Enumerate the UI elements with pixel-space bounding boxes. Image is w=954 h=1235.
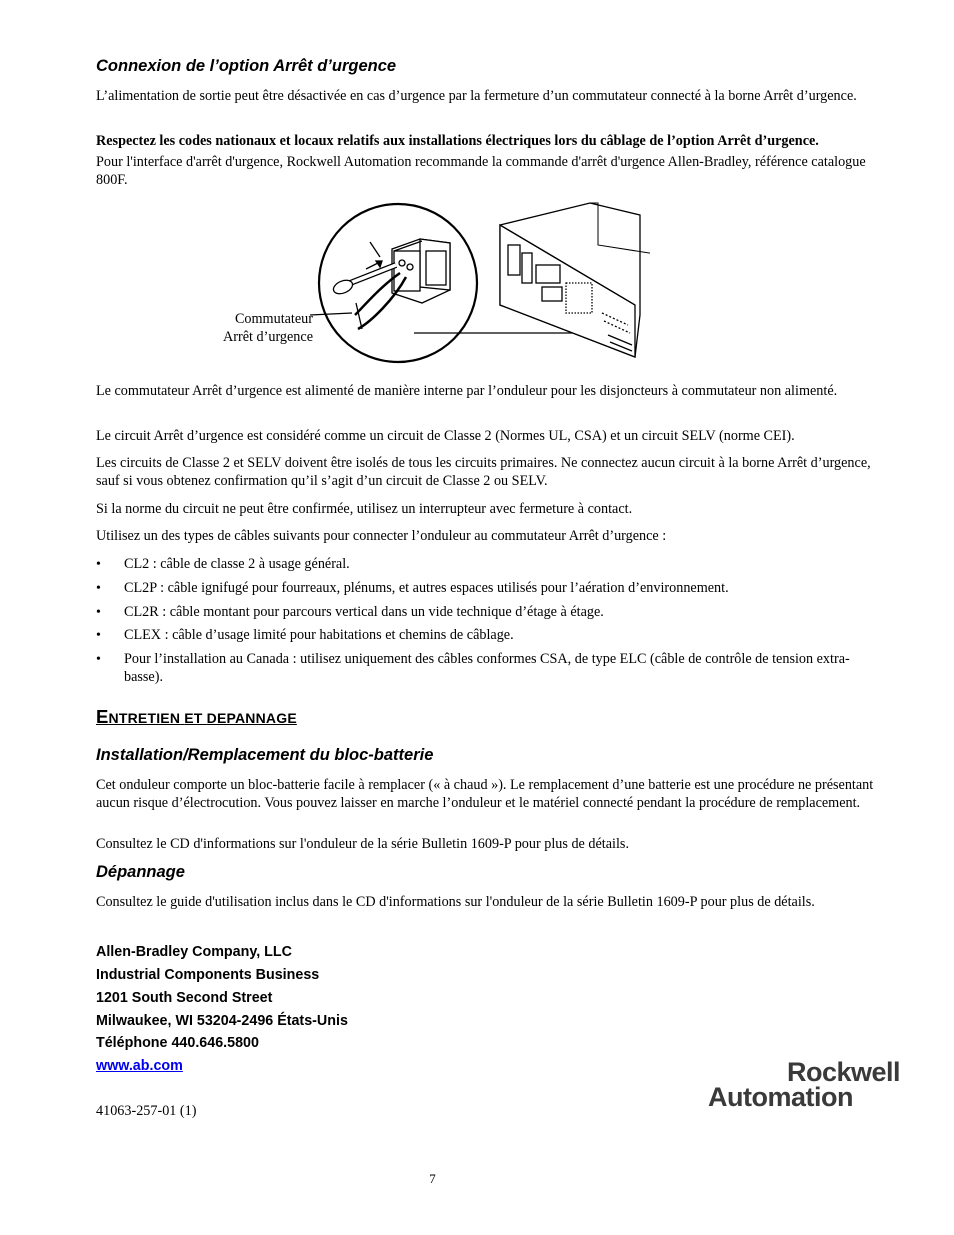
logo-line-rockwell: Rockwell — [786, 1057, 900, 1087]
heading-troubleshooting: Dépannage — [96, 863, 185, 881]
list-item: • CLEX : câble d’usage limité pour habitations et chemins de câblage. — [96, 627, 914, 645]
paragraph-battery-cd: Consultez le CD d'informations sur l'onduleur de la série Bulletin 1609-P pour plus de détails. — [96, 836, 629, 852]
paragraph-internal-power: Le commutateur Arrêt d’urgence est alimenté de manière interne par l’onduleur pour les disjoncteurs à commutateur non alimenté. — [96, 383, 838, 399]
warning-text: Respectez les codes nationaux et locaux relatifs aux installations électriques lors du câblage de l’option Arrêt d’urgence. — [96, 133, 819, 149]
section-heading-initial: E — [96, 706, 109, 727]
heading-emergency-stop: Connexion de l’option Arrêt d’urgence — [96, 57, 397, 75]
figure-label-line2: Arrêt d’urgence — [223, 329, 313, 345]
section-heading-word1: NTRETIEN — [108, 710, 181, 726]
address-line-phone: Téléphone 440.646.5800 — [96, 1035, 259, 1051]
section-heading-word3: DEPANNAGE — [206, 710, 297, 726]
paragraph-recommendation: Pour l'interface d'arrêt d'urgence, Rockwell Automation recommande la commande d'arrêt d'urgence Allen-Bradley, référence catalogue 800F. — [96, 154, 866, 188]
address-line-division: Industrial Components Business — [96, 967, 320, 983]
section-heading-maintenance — [96, 706, 297, 728]
paragraph-isolation: Les circuits de Classe 2 et SELV doivent être isolés de tous les circuits primaires. Ne connectez aucun circuit à la borne Arrêt d’urgence, sauf si vous obtenez confirmation qu’il s’agit d’un circuit de Classe 2 ou SELV. — [96, 455, 871, 489]
paragraph-troubleshooting: Consultez le guide d'utilisation inclus dans le CD d'informations sur l'onduleur de la série Bulletin 1609-P pour plus de détails. — [96, 894, 815, 910]
address-line-company: Allen-Bradley Company, LLC — [96, 944, 292, 960]
list-item: • CL2 : câble de classe 2 à usage général. — [96, 556, 914, 574]
rockwell-automation-logo — [706, 1058, 902, 1114]
page-number: 7 — [429, 1171, 436, 1186]
cable-type-list — [96, 556, 896, 696]
list-item: • CL2P : câble ignifugé pour fourreaux, plénums, et autres espaces utilisés pour l’aération d’environnement. — [96, 580, 914, 598]
paragraph-cable-types: Utilisez un des types de câbles suivants pour connecter l’onduleur au commutateur Arrêt d’urgence : — [96, 528, 667, 544]
paragraph-class2: Le circuit Arrêt d’urgence est considéré comme un circuit de Classe 2 (Normes UL, CSA) et un circuit SELV (norme CEI). — [96, 428, 795, 444]
figure-label-line1: Commutateur — [234, 311, 313, 327]
document-number: 41063-257-01 (1) — [96, 1103, 197, 1119]
list-item: • CL2R : câble montant pour parcours vertical dans un vide technique d’étage à étage. — [96, 604, 914, 622]
address-line-street: 1201 South Second Street — [96, 990, 273, 1006]
section-heading-word2: ET — [184, 710, 203, 726]
paragraph-intro: L’alimentation de sortie peut être désactivée en cas d’urgence par la fermeture d’un commutateur connecté à la borne Arrêt d’urgence. — [96, 88, 857, 104]
address-line-city: Milwaukee, WI 53204-2496 États-Unis — [96, 1013, 348, 1029]
figure-label — [200, 310, 313, 346]
paragraph-contact-switch: Si la norme du circuit ne peut être confirmée, utilisez un interrupteur avec fermeture à contact. — [96, 501, 633, 517]
paragraph-battery: Cet onduleur comporte un bloc-batterie facile à remplacer (« à chaud »). Le remplacement d’une batterie est une procédure ne présentant aucun risque d’électrocution. Vous pouvez laisser en marche l’onduleur et le matériel connecté pendant la procédure de remplacement. — [96, 777, 874, 811]
emergency-stop-wiring-illustration — [310, 195, 650, 375]
heading-battery: Installation/Remplacement du bloc-batterie — [96, 746, 434, 764]
logo-line-automation: Automation — [708, 1082, 853, 1112]
list-item: • Pour l’installation au Canada : utilisez uniquement des câbles conformes CSA, de type ELC (câble de contrôle de tension extra-basse). — [96, 651, 886, 686]
website-link[interactable]: www.ab.com — [96, 1058, 183, 1074]
company-address — [96, 944, 348, 1075]
